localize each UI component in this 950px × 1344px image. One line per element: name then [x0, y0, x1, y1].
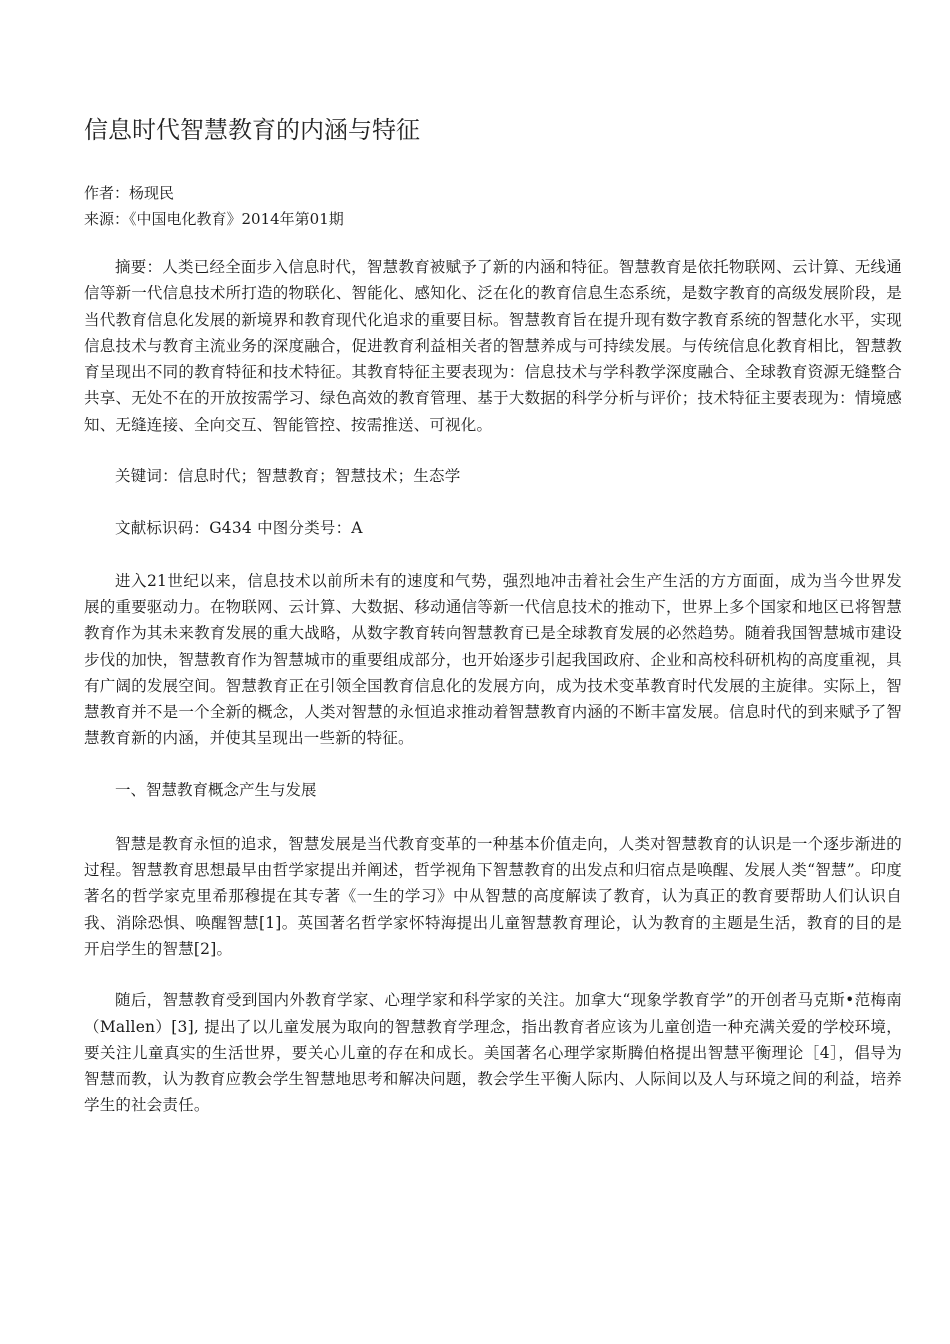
document-page [84, 104, 902, 1144]
intro-paragraph: 进入21世纪以来，信息技术以前所未有的速度和气势，强烈地冲击着社会生产生活的方方面面，成为当今世界发展的重要驱动力。在物联网、云计算、大数据、移动通信等新一代信息技术的推动下，世界上多个国家和地区已将智慧教育作为其未来教育发展的重大战略，从数字教育转向智慧教育已是全球教育发展的必然趋势。随着我国智慧城市建设步伐的加快，智慧教育作为智慧城市的重要组成部分，也开始逐步引起我国政府、企业和高校科研机构的高度重视，具有广阔的发展空间。智慧教育正在引领全国教育信息化的发展方向，成为技术变革教育时代发展的主旋律。实际上，智慧教育并不是一个全新的概念，人类对智慧的永恒追求推动着智慧教育内涵的不断丰富发展。信息时代的到来赋予了智慧教育新的内涵，并使其呈现出一些新的特征。 [84, 571, 902, 748]
article-meta [84, 180, 902, 232]
keywords-line: 关键词：信息时代；智慧教育；智慧技术；生态学 [115, 467, 461, 486]
author-line: 作者：杨现民 [84, 184, 175, 202]
body-paragraph: 随后，智慧教育受到国内外教育学家、心理学家和科学家的关注。加拿大“现象学教育学”的开创者马克斯•范梅南（Mallen）[3], 提出了以儿童发展为取向的智慧教育学理念，指出教育者应该为儿童创造一种充满关爱的学校环境，要关注儿童真实的生活世界，要关心儿童的存在和成长。美国著名心理学家斯腾伯格提出智慧平衡理论［4］，倡导为智慧而教，认为教育应教会学生智慧地思考和解决问题，教会学生平衡人际内、人际间以及人与环境之间的利益，培养学生的社会责任。 [84, 991, 902, 1115]
body-paragraph: 智慧是教育永恒的追求，智慧发展是当代教育变革的一种基本价值走向，人类对智慧教育的认识是一个逐步渐进的过程。智慧教育思想最早由哲学家提出并阐述，哲学视角下智慧教育的出发点和归宿点是唤醒、发展人类“智慧”。印度著名的哲学家克里希那穆提在其专著《一生的学习》中从智慧的高度解读了教育，认为真正的教育要帮助人们认识自我、消除恐惧、唤醒智慧[1]。英国著名哲学家怀特海提出儿童智慧教育理论，认为教育的主题是生活，教育的目的是开启学生的智慧[2]。 [84, 834, 902, 958]
article-title: 信息时代智慧教育的内涵与特征 [84, 116, 420, 144]
abstract-paragraph: 摘要：人类已经全面步入信息时代，智慧教育被赋予了新的内涵和特征。智慧教育是依托物联网、云计算、无线通信等新一代信息技术所打造的物联化、智能化、感知化、泛在化的教育信息生态系统，是数字教育的高级发展阶段，是当代教育信息化发展的新境界和教育现代化追求的重要目标。智慧教育旨在提升现有数字教育系统的智慧化水平，实现信息技术与教育主流业务的深度融合，促进教育利益相关者的智慧养成与可持续发展。与传统信息化教育相比，智慧教育呈现出不同的教育特征和技术特征。其教育特征主要表现为：信息技术与学科教学深度融合、全球教育资源无缝整合共享、无处不在的开放按需学习、绿色高效的教育管理、基于大数据的科学分析与评价；技术特征主要表现为：情境感知、无缝连接、全向交互、智能管控、按需推送、可视化。 [84, 258, 902, 434]
classification-line: 文献标识码：G434 中图分类号：A [115, 519, 363, 538]
source-line: 来源：《中国电化教育》2014年第01期 [84, 210, 344, 228]
section-heading: 一、智慧教育概念产生与发展 [115, 780, 317, 799]
